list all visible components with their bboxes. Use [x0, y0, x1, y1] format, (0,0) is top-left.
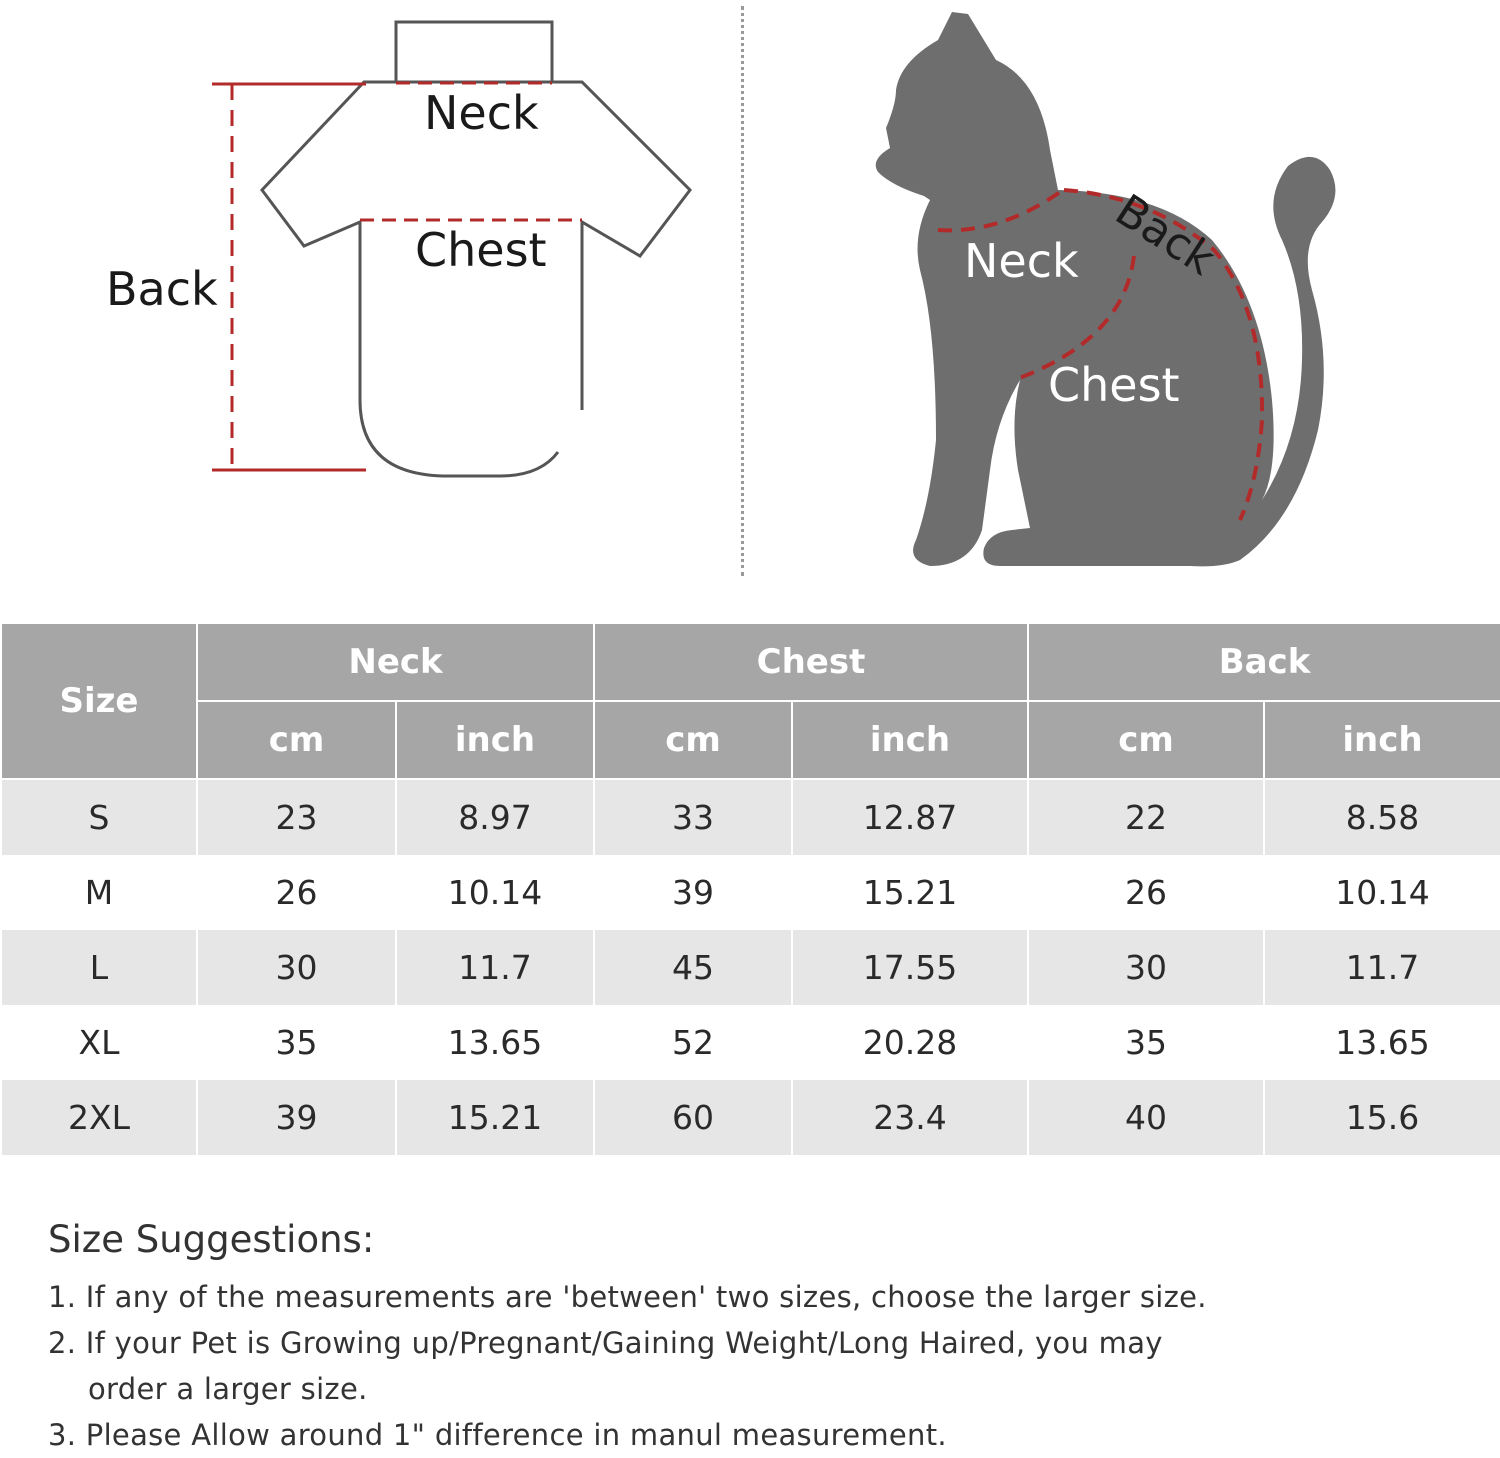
cat-chest-label: Chest [1048, 358, 1180, 412]
value-cell: 23 [197, 779, 396, 855]
value-cell: 23.4 [792, 1080, 1028, 1155]
value-cell: 13.65 [396, 1005, 594, 1080]
value-cell: 39 [197, 1080, 396, 1155]
table-row [1, 855, 1500, 930]
size-column-header: Size [1, 624, 197, 779]
value-cell: 10.14 [396, 855, 594, 930]
unit-header: inch [396, 701, 594, 779]
suggestion-item: 1. If any of the measurements are 'between' two sizes, choose the larger size. [48, 1280, 1207, 1315]
value-cell: 33 [594, 779, 792, 855]
cat-neck-label: Neck [964, 234, 1079, 288]
table-header-row [1, 624, 1500, 701]
value-cell: 26 [197, 855, 396, 930]
table-row [1, 779, 1500, 855]
value-cell: 40 [1028, 1080, 1264, 1155]
value-cell: 35 [197, 1005, 396, 1080]
table-row [1, 1080, 1500, 1155]
value-cell: 45 [594, 930, 792, 1005]
diagram-canvas [0, 0, 1500, 600]
table-unit-row [1, 701, 1500, 779]
value-cell: 11.7 [396, 930, 594, 1005]
value-cell: 13.65 [1264, 1005, 1500, 1080]
neck-group-header: Neck [197, 624, 594, 701]
unit-header: inch [792, 701, 1028, 779]
back-group-header: Back [1028, 624, 1500, 701]
unit-header: cm [197, 701, 396, 779]
suggestion-item: 3. Please Allow around 1" difference in manul measurement. [48, 1418, 947, 1453]
value-cell: 39 [594, 855, 792, 930]
unit-header: cm [594, 701, 792, 779]
unit-header: cm [1028, 701, 1264, 779]
shirt-chest-label: Chest [415, 223, 547, 277]
cat-silhouette [876, 12, 1336, 566]
value-cell: 17.55 [792, 930, 1028, 1005]
value-cell: 15.21 [396, 1080, 594, 1155]
diagram-divider [741, 6, 744, 576]
table-row [1, 930, 1500, 1005]
value-cell: 30 [1028, 930, 1264, 1005]
size-cell: S [1, 779, 197, 855]
value-cell: 60 [594, 1080, 792, 1155]
value-cell: 20.28 [792, 1005, 1028, 1080]
value-cell: 10.14 [1264, 855, 1500, 930]
value-cell: 11.7 [1264, 930, 1500, 1005]
value-cell: 8.58 [1264, 779, 1500, 855]
value-cell: 35 [1028, 1005, 1264, 1080]
value-cell: 15.6 [1264, 1080, 1500, 1155]
chest-group-header: Chest [594, 624, 1028, 701]
size-cell: M [1, 855, 197, 930]
size-chart [0, 624, 1500, 1155]
value-cell: 22 [1028, 779, 1264, 855]
size-suggestions [48, 1218, 1468, 1458]
value-cell: 26 [1028, 855, 1264, 930]
value-cell: 30 [197, 930, 396, 1005]
size-table [0, 624, 1500, 1155]
value-cell: 52 [594, 1005, 792, 1080]
unit-header: inch [1264, 701, 1500, 779]
size-cell: 2XL [1, 1080, 197, 1155]
suggestion-item-continued: order a larger size. [88, 1372, 368, 1407]
measurement-diagrams [0, 0, 1500, 600]
size-cell: L [1, 930, 197, 1005]
shirt-back-label: Back [106, 262, 218, 316]
value-cell: 15.21 [792, 855, 1028, 930]
table-row [1, 1005, 1500, 1080]
value-cell: 8.97 [396, 779, 594, 855]
size-cell: XL [1, 1005, 197, 1080]
cat-back-label: Back [1106, 184, 1224, 286]
value-cell: 12.87 [792, 779, 1028, 855]
suggestion-item: 2. If your Pet is Growing up/Pregnant/Gaining Weight/Long Haired, you may [48, 1326, 1163, 1361]
suggestions-title: Size Suggestions: [48, 1218, 375, 1261]
shirt-neck-label: Neck [424, 86, 539, 140]
